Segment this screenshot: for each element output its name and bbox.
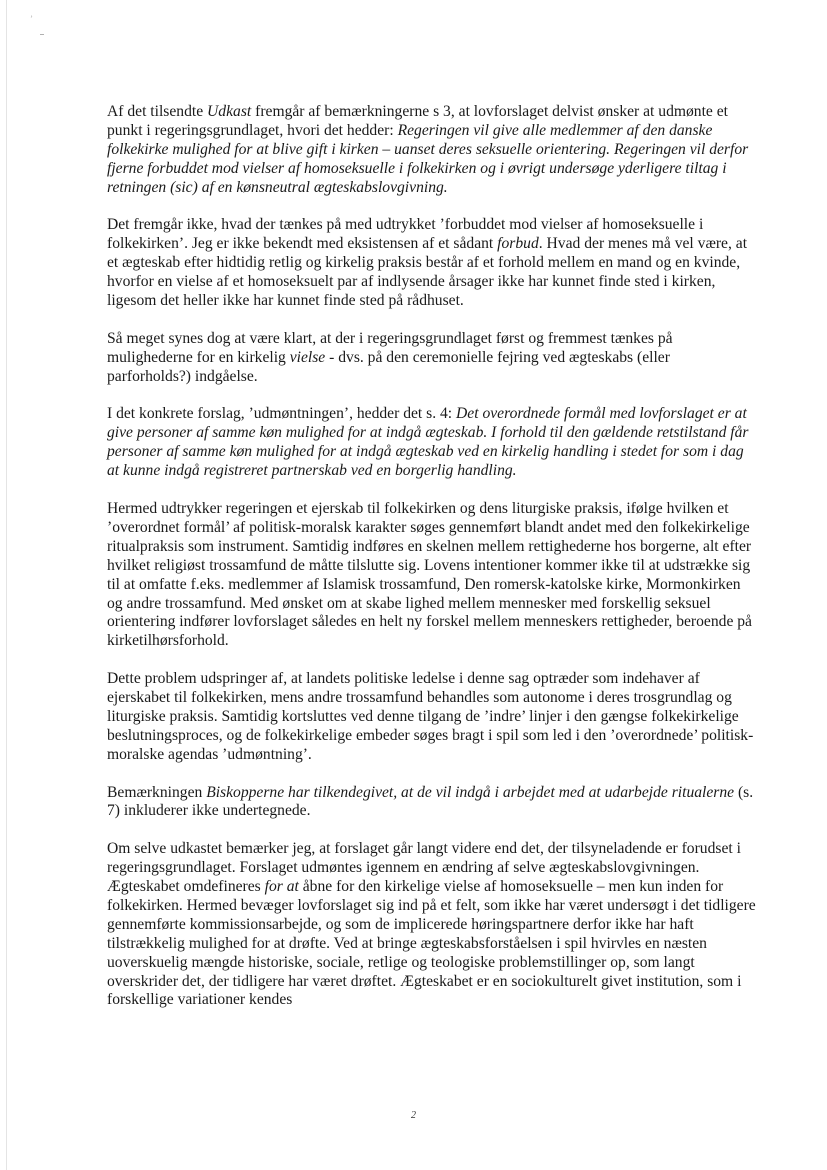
scan-artifact-mark: ’ xyxy=(30,14,33,24)
paragraph-udkastet: Om selve udkastet bemærker jeg, at forslaget går langt videre end det, der tilsyneladende er forudset i regeringsgrundlaget. Forslaget udmøntes igennem en ændring af selve ægteskabslovgivningen. Ægteskabet omdefineres for at åbne for den kirkelige vielse af homoseksuelle – men kun inden for folkekirken. Hermed bevæger lovforslaget sig ind på et felt, som ikke har været undersøgt i det tidligere gennemførte kommissionsarbejde, og som de implicerede høringspartnere derfor ikke har haft tilstrækkelig mulighed for at drøfte. Ved at bringe ægteskabsforståelsen i spil hvirvles en næsten uoverskuelig mængde historiske, sociale, retlige og teologiske problemstillinger op, som langt overskrider det, der tidligere har været drøftet. Ægteskabet er en sociokulturelt givet institution, som i forskellige variationer kendes xyxy=(107,840,756,1009)
paragraph-biskopperne: Bemærkningen Biskopperne har tilkendegivet, at de vil indgå i arbejdet med at udarbejde ritualerne (s. 7) inkluderer ikke undertegnede. xyxy=(107,783,754,820)
document-body xyxy=(107,103,757,1010)
page-number: 2 xyxy=(411,1110,416,1121)
paragraph-udmontningen: I det konkrete forslag, ’udmøntningen’, hedder det s. 4: Det overordnede formål med lovforslaget er at give personer af samme køn mulighed for at indgå ægteskab. I forhold til den gældende retstilstand får personer af samme køn mulighed for at indgå ægteskab ved en kirkelig handling i stedet for som i dag at kunne indgå registreret partnerskab ved en borgerlig handling. xyxy=(107,405,749,480)
paragraph-forbuddet: Det fremgår ikke, hvad der tænkes på med udtrykket ’forbuddet mod vielser af homoseksuelle i folkekirken’. Jeg er ikke bekendt med eksistensen af et sådant forbud. Hvad der menes må vel være, at et ægteskab efter hidtidig retlig og kirkelig praksis består af et forhold mellem en mand og en kvinde, hvorfor en vielse af et homoseksuelt par af indlysende årsager ikke har kunnet finde sted i kirken, ligesom det heller ikke har kunnet finde sted på rådhuset. xyxy=(107,216,748,310)
scan-artifact-dash xyxy=(40,34,44,35)
paragraph-udkast: Af det tilsendte Udkast fremgår af bemærkningerne s 3, at lovforslaget delvist ønsker at udmønte et punkt i regeringsgrundlaget, hvori det hedder: Regeringen vil give alle medlemmer af den danske folkekirke mulighed for at blive gift i kirken – uanset deres seksuelle orientering. Regeringen vil derfor fjerne forbuddet mod vielser af homoseksuelle i folkekirken og i øvrigt undersøge yderligere tiltag i retningen (sic) af en kønsneutral ægteskabslovgivning. xyxy=(107,103,749,196)
paragraph-problem: Dette problem udspringer af, at landets politiske ledelse i denne sag optræder som indehaver af ejerskabet til folkekirken, mens andre trossamfund behandles som autonome i deres trosgrundlag og liturgiske praksis. Samtidig kortsluttes ved denne tilgang de ’indre’ linjer i den gængse folkekirkelige beslutningsproces, og de folkekirkelige embeder søges bragt i spil som led i den ’overordnede’ politisk-moralske agendas ’udmøntning’. xyxy=(107,670,754,763)
paragraph-vielse: Så meget synes dog at være klart, at der i regeringsgrundlaget først og fremmest tænkes på mulighederne for en kirkelig vielse - dvs. på den ceremonielle fejring ved ægteskabs (eller parforholds?) indgåelse. xyxy=(107,329,673,385)
scan-edge-line xyxy=(6,0,7,1170)
paragraph-ejerskab: Hermed udtrykker regeringen et ejerskab til folkekirken og dens liturgiske praksis, ifølge hvilken et ’overordnet formål’ af politisk-moralsk karakter søges gennemført blandt andet med den folkekirkelige ritualpraksis som instrument. Samtidig indføres en skelnen mellem rettighederne hos borgerne, alt efter hvilket religiøst trossamfund de måtte tilslutte sig. Lovens intentioner kommer ikke til at udstrække sig til at omfatte f.eks. medlemmer af Islamisk trossamfund, Den romersk-katolske kirke, Mormonkirken og andre trossamfund. Med ønsket om at skabe lighed mellem mennesker med forskellig seksuel orientering indfører lovforslaget således en helt ny forskel mellem menneskers rettigheder, beroende på kirketilhørsforhold. xyxy=(107,499,752,650)
